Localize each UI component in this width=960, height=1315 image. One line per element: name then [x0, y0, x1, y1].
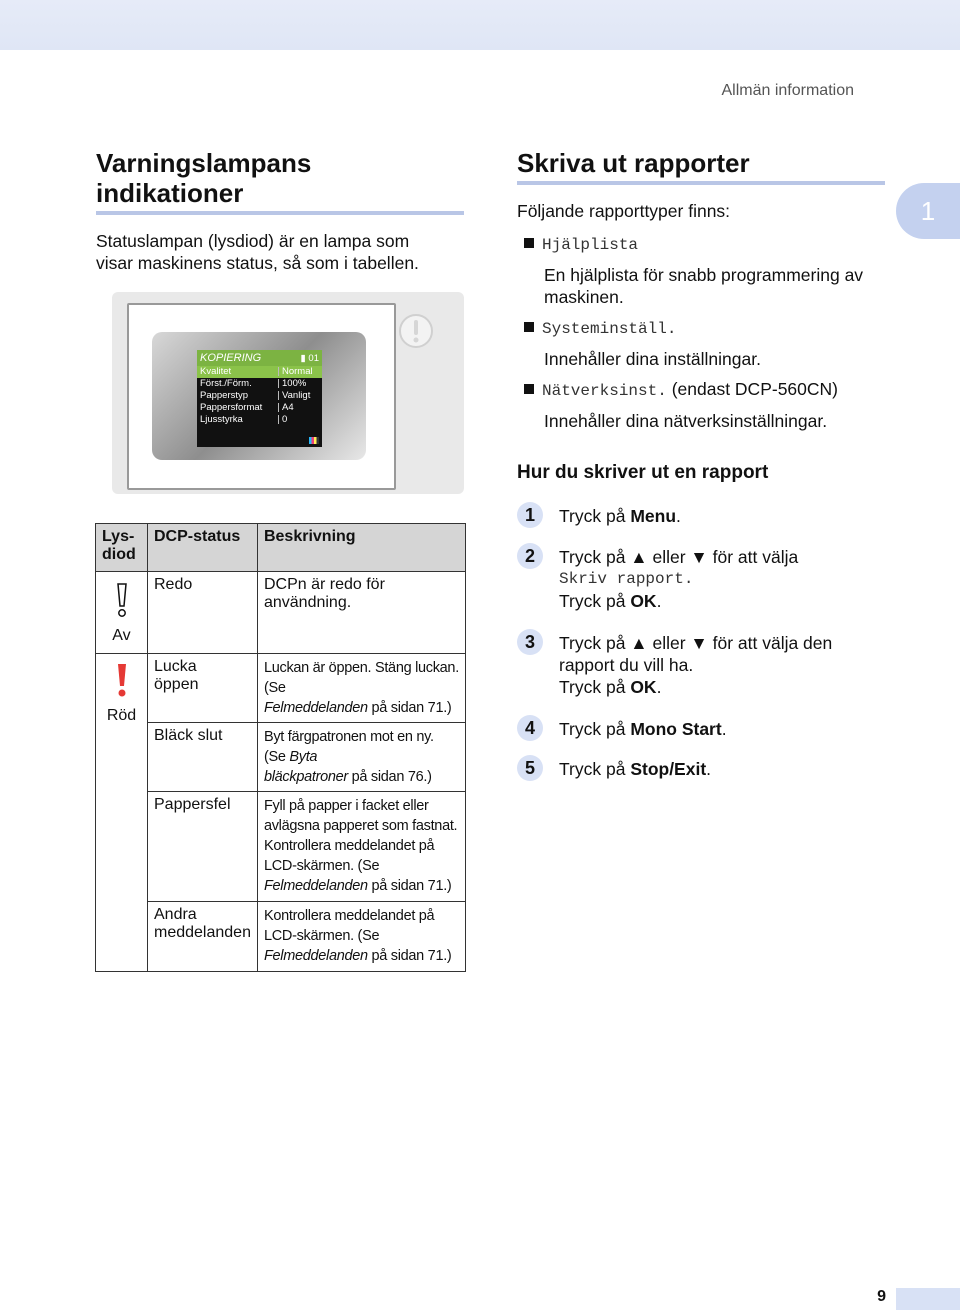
step-3-text: Tryck på ▲ eller ▼ för att välja den rapport du vill ha. Tryck på OK.: [559, 633, 833, 697]
step-4-icon: 4: [517, 715, 543, 741]
led-off-icon: [96, 582, 147, 623]
step-1-text: Tryck på Menu.: [559, 506, 681, 526]
lcd-row: Ljusstyrka 0: [200, 414, 288, 425]
lcd-row: Kvalitet Normal: [197, 366, 322, 378]
page-number-tab: [896, 1288, 960, 1310]
section-subtitle: Hur du skriver ut en rapport: [517, 462, 769, 483]
step-5-text: Tryck på Stop/Exit.: [559, 759, 712, 779]
status-cell: Lucka öppen: [148, 654, 258, 723]
led-red-cell: [96, 654, 148, 972]
status-cell: Bläck slut: [148, 723, 258, 792]
led-off-cell: [96, 572, 148, 654]
step-2-icon: 2: [517, 543, 543, 569]
description-cell: Byt färgpatronen mot en ny. (Se Byta bläckpatroner på sidan 76.): [257, 723, 465, 792]
step-4-text: Tryck på Mono Start.: [559, 719, 727, 739]
step-1-icon: 1: [517, 502, 543, 528]
led-red-icon: [96, 662, 147, 703]
chapter-tab: 1: [896, 183, 960, 239]
lcd-row: Först./Förm. 100%: [200, 378, 307, 389]
left-intro: Statuslampan (lysdiod) är en lampa som visar maskinens status, så som i tabellen.: [96, 231, 419, 273]
status-cell: Andra meddelanden: [148, 902, 258, 972]
description-cell: Kontrollera meddelandet på LCD-skärmen. (Se Felmeddelanden på sidan 71.): [257, 902, 465, 972]
lcd-row: Papperstyp Vanligt: [200, 390, 311, 401]
table-row: [96, 792, 466, 902]
led-status-table: [95, 523, 466, 972]
bullet-icon: [524, 322, 534, 332]
right-intro: Följande rapporttyper finns:: [517, 201, 731, 221]
right-title: Skriva ut rapporter: [517, 148, 750, 178]
list-item: Nätverksinst. (endast DCP-560CN) Innehåller dina nätverksinställningar.: [524, 378, 894, 432]
led-off-label: Av: [112, 627, 131, 644]
bullet-icon: [524, 384, 534, 394]
description-cell: DCPn är redo för användning.: [257, 572, 465, 654]
description-cell: Luckan är öppen. Stäng luckan. (Se Felmeddelanden på sidan 71.): [257, 654, 465, 723]
table-row: [96, 572, 466, 654]
list-item: Hjälplista En hjälplista för snabb programmering av maskinen.: [524, 232, 894, 308]
warning-led-icon: [398, 313, 434, 354]
report-list: [524, 232, 894, 432]
col-header-description: Beskrivning: [257, 524, 465, 572]
table-row: [96, 654, 466, 723]
status-cell: Redo: [148, 572, 258, 654]
table-header-row: [96, 524, 466, 572]
lcd-row: Pappersformat A4: [200, 402, 294, 413]
description-cell: Fyll på papper i facket eller avlägsna papperet som fastnat. Kontrollera meddelandet på LCD-skärmen. (Se Felmeddelanden på sidan 71.): [257, 792, 465, 902]
lcd-title-bar: [197, 350, 322, 366]
running-header: Allmän information: [721, 82, 854, 99]
left-title-rule: [96, 211, 464, 215]
status-cell: Pappersfel: [148, 792, 258, 902]
right-title-rule: [517, 181, 885, 185]
step-3-icon: 3: [517, 629, 543, 655]
table-row: [96, 723, 466, 792]
ink-level-icon: [309, 437, 319, 444]
step-5-icon: 5: [517, 755, 543, 781]
col-header-status: DCP-status: [148, 524, 258, 572]
lcd-copies: ▮ 01: [300, 352, 319, 364]
left-title: Varningslampans indikationer: [96, 148, 312, 208]
top-band: [0, 0, 960, 50]
lcd-display: [197, 350, 322, 447]
list-item: Systeminställ. Innehåller dina inställningar.: [524, 316, 894, 370]
table-row: [96, 902, 466, 972]
step-2-text: Tryck på ▲ eller ▼ för att välja Skriv rapport. Tryck på OK.: [559, 547, 799, 611]
col-header-led: Lys- diod: [96, 524, 148, 572]
bullet-icon: [524, 238, 534, 248]
led-red-label: Röd: [106, 707, 137, 724]
page-number: 9: [877, 1288, 886, 1305]
lcd-title: KOPIERING: [200, 352, 262, 364]
